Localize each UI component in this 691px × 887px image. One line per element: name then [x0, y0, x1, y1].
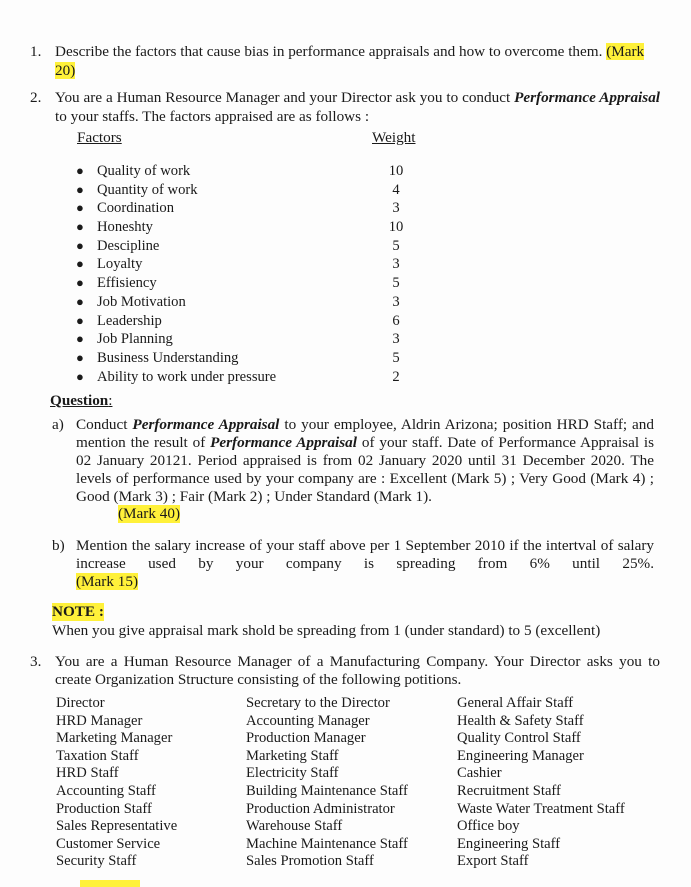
factor-list	[76, 162, 436, 386]
question-2-number: 2.	[30, 89, 42, 106]
position-item: General Affair Staff	[457, 695, 574, 711]
position-item: Export Staff	[457, 853, 529, 870]
question-2-intro-1: You are a Human Resource Manager and your Director ask you to conduct	[55, 89, 511, 106]
position-item: Cashier	[457, 765, 502, 782]
position-item: Director	[56, 695, 105, 711]
factor-weight: 2	[392, 368, 400, 385]
position-item: Waste Water Treatment Staff	[457, 800, 625, 817]
question-3-text: You are a Human Resource Manager of a Manufacturing Company. Your Director asks you to create Organization Structure consisting of the following potitions.	[55, 653, 660, 688]
question-3-number: 3.	[30, 653, 42, 670]
factor-weight: 5	[392, 237, 400, 254]
bullet-icon: ●	[76, 349, 84, 365]
factor-weight: 10	[388, 163, 404, 179]
position-item: Electricity Staff	[246, 765, 339, 782]
bullet-icon: ●	[76, 312, 84, 328]
note-label: NOTE :	[52, 603, 104, 620]
weight-header: Weight	[372, 129, 416, 146]
factor-item	[76, 237, 436, 256]
position-item: Marketing Manager	[56, 730, 173, 747]
question-2a-mark: (Mark 40)	[118, 505, 180, 522]
bullet-icon: ●	[76, 200, 84, 216]
question-2b-letter: b)	[52, 537, 65, 554]
position-item: Quality Control Staff	[457, 730, 581, 747]
factor-item	[76, 312, 436, 331]
factor-item	[76, 293, 436, 312]
question-2a-letter: a)	[52, 416, 64, 433]
positions-column-2	[246, 695, 408, 871]
question-1-mark-a: (Mark	[606, 43, 645, 60]
factor-weight: 10	[388, 219, 404, 236]
bullet-icon: ●	[76, 256, 84, 272]
question-2b	[52, 537, 654, 591]
position-item: Accounting Staff	[56, 782, 156, 799]
factor-item	[76, 349, 436, 368]
question-2b-mark: (Mark 15)	[76, 573, 138, 590]
factor-weight: 3	[392, 200, 400, 217]
question-2a-bold-1: Performance Appraisal	[132, 416, 280, 433]
position-item: Production Administrator	[246, 800, 395, 817]
position-item: Production Manager	[246, 730, 366, 747]
factor-item	[76, 330, 436, 349]
factor-name: Quantity of work	[97, 181, 198, 198]
factor-name: Descipline	[97, 237, 160, 254]
position-item: Customer Service	[56, 835, 161, 852]
bullet-icon: ●	[76, 275, 84, 291]
position-item: Accounting Manager	[246, 712, 370, 729]
question-1-mark-b: 20)	[55, 62, 76, 79]
question-2b-text: Mention the salary increase of your staff above per 1 September 2010 if the intertval of salary increase used by your company is spreading from 6% until 25%.	[76, 537, 654, 572]
position-item: Office boy	[457, 818, 520, 835]
factor-weight: 3	[392, 293, 400, 310]
factor-weight: 6	[392, 312, 400, 329]
position-item: Secretary to the Director	[246, 695, 390, 711]
position-item: Building Maintenance Staff	[246, 782, 408, 799]
factor-name: Job Motivation	[97, 293, 186, 310]
bullet-icon: ●	[76, 293, 84, 309]
factor-name: Ability to work under pressure	[97, 368, 277, 385]
note-text: When you give appraisal mark shold be spreading from 1 (under standard) to 5 (excellent)	[52, 622, 601, 639]
question-2-intro-2: to your staffs. The factors appraised are as follows :	[55, 108, 370, 125]
position-item: Engineering Staff	[457, 835, 561, 852]
question-2a-text-1: Conduct	[76, 416, 128, 433]
bullet-icon: ●	[76, 237, 84, 253]
question-1-number: 1.	[30, 43, 42, 60]
factor-name: Quality of work	[97, 163, 191, 179]
question-1	[30, 42, 660, 80]
factor-weight: 4	[392, 181, 400, 198]
factor-item	[76, 368, 436, 387]
bullet-icon: ●	[76, 331, 84, 347]
position-item: Health & Safety Staff	[457, 712, 584, 729]
position-item: Machine Maintenance Staff	[246, 835, 408, 852]
question-2a-bold-2: Performance Appraisal	[210, 434, 357, 451]
position-item: HRD Staff	[56, 765, 119, 782]
position-item: Engineering Manager	[457, 747, 584, 764]
factor-name: Business Understanding	[97, 349, 239, 366]
position-item: Sales Representative	[56, 818, 178, 835]
position-item: Recruitment Staff	[457, 782, 561, 799]
question-1-text: Describe the factors that cause bias in performance appraisals and how to overcome them.	[55, 43, 603, 60]
position-item: Production Staff	[56, 800, 152, 817]
position-item: Security Staff	[56, 853, 137, 870]
factor-name: Loyalty	[97, 256, 143, 273]
position-item: Warehouse Staff	[246, 818, 343, 835]
factor-item	[76, 162, 436, 181]
factor-item	[76, 199, 436, 218]
factor-item	[76, 218, 436, 237]
question-label-colon: :	[108, 392, 113, 409]
factor-name: Effisiency	[97, 275, 157, 292]
factor-name: Coordination	[97, 200, 175, 217]
position-item: Sales Promotion Staff	[246, 853, 374, 870]
bullet-icon: ●	[76, 181, 84, 197]
factor-weight: 3	[392, 331, 400, 348]
position-item: HRD Manager	[56, 712, 143, 729]
positions-column-1	[56, 695, 177, 871]
factor-weight: 5	[392, 349, 400, 366]
position-item: Taxation Staff	[56, 747, 139, 764]
question-3	[30, 653, 660, 689]
bullet-icon: ●	[76, 368, 84, 384]
highlight-fragment	[80, 880, 140, 887]
question-2a-text-3: of your staff. Date of Performance Appraisal is 02 January 20121. Period appraised is from 02 January 2020 until 31 December 2020. The levels of performance used by your company are : Excellent (Mark 5) ; Very Good (Mark 4) ; Good (Mark 3) ; Fair (Mark 2) ; Under Standard (Mark 1).	[76, 434, 655, 505]
factors-header: Factors	[77, 129, 122, 146]
factor-weight: 5	[392, 275, 400, 292]
factor-name: Job Planning	[97, 331, 173, 348]
factor-item	[76, 255, 436, 274]
bullet-icon: ●	[76, 219, 84, 235]
question-label: Question:	[50, 392, 113, 409]
factor-item	[76, 274, 436, 293]
bullet-icon: ●	[76, 163, 84, 178]
factor-name: Leadership	[97, 312, 162, 329]
factor-item	[76, 181, 436, 200]
question-2a	[52, 416, 654, 506]
question-2	[30, 88, 660, 126]
position-item: Marketing Staff	[246, 747, 339, 764]
positions-column-3	[457, 695, 625, 871]
question-2-intro-bold: Performance Appraisal	[514, 89, 661, 106]
factor-weight: 3	[392, 256, 400, 273]
factor-name: Honeshty	[97, 219, 153, 236]
question-2a-text-2: to your employee, Aldrin Arizona; position HRD Staff; and mention the result of	[76, 416, 654, 451]
